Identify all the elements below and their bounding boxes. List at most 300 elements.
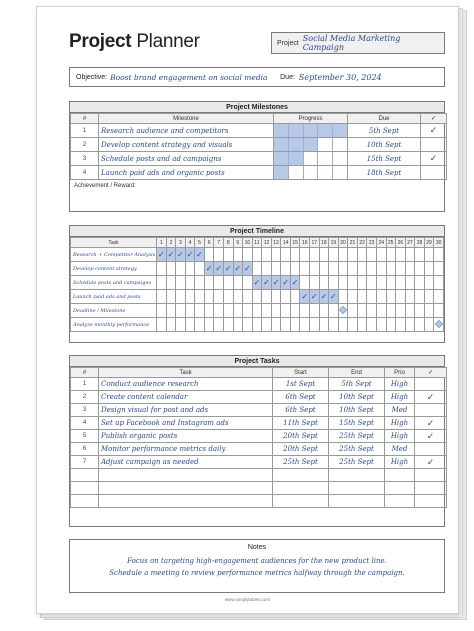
gantt-bar-cell: ✓ [204, 262, 214, 276]
progress-segment-filled [289, 124, 304, 137]
task-prio: High [385, 378, 415, 391]
timeline-day: 17 [311, 239, 318, 246]
objective-box[interactable] [69, 67, 445, 87]
gantt-cell [166, 304, 176, 318]
timeline-day: 20 [340, 239, 346, 246]
gantt-cell [376, 290, 386, 304]
task-cell-empty[interactable] [273, 495, 329, 508]
timeline-day: 11 [252, 238, 262, 248]
gantt-cell [281, 304, 291, 318]
gantt-cell [166, 318, 176, 332]
gantt-cell [252, 262, 262, 276]
gantt-cell [290, 290, 300, 304]
gantt-cell [271, 290, 281, 304]
gantt-cell [415, 318, 425, 332]
task-name[interactable]: Set up Facebook and Instagram ads [99, 417, 273, 430]
footer-url: www.simplytables.com [224, 597, 271, 602]
title-light: Planner [136, 31, 200, 52]
timeline-row [71, 290, 444, 304]
milestone-check[interactable]: ✓ [421, 124, 447, 138]
task-prio: Med [385, 404, 415, 417]
progress-segment-filled [274, 166, 289, 179]
task-cell-empty[interactable] [385, 482, 415, 495]
progress-segment-filled [304, 138, 319, 151]
gantt-cell [271, 318, 281, 332]
gantt-cell [415, 248, 425, 262]
milestone-num: 2 [71, 138, 99, 152]
progress-segment-filled [289, 152, 304, 165]
task-row [71, 378, 447, 391]
gantt-cell [243, 276, 253, 290]
tasks-header-row [71, 368, 447, 378]
gantt-cell [204, 248, 214, 262]
col-done: ✓ [415, 368, 447, 378]
gantt-cell [195, 318, 205, 332]
task-row [71, 417, 447, 430]
task-start: 6th Sept [273, 391, 329, 404]
milestone-check[interactable] [421, 166, 447, 180]
task-check[interactable] [415, 443, 447, 456]
page-title [69, 31, 200, 53]
timeline-day: 28 [416, 239, 423, 246]
milestone-diamond-icon [339, 305, 347, 313]
gantt-cell [157, 318, 167, 332]
gantt-cell [223, 304, 233, 318]
gantt-cell [348, 276, 358, 290]
gantt-cell [424, 262, 434, 276]
milestone-num: 1 [71, 124, 99, 138]
timeline-row [71, 276, 444, 290]
timeline-day: 19 [330, 239, 337, 246]
gantt-cell [310, 262, 320, 276]
gantt-cell [329, 318, 339, 332]
gantt-cell [252, 304, 262, 318]
gantt-cell [252, 290, 262, 304]
timeline-row [71, 304, 444, 318]
gantt-cell [386, 262, 396, 276]
milestone-num: 3 [71, 152, 99, 166]
task-check[interactable]: ✓ [415, 417, 447, 430]
task-num: 3 [71, 404, 99, 417]
gantt-cell [338, 262, 348, 276]
task-start: 20th Sept [273, 443, 329, 456]
tasks-section [69, 355, 445, 527]
timeline-day: 7 [214, 238, 224, 248]
task-end: 25th Sept [329, 430, 385, 443]
gantt-bar-cell: ✓ [319, 290, 329, 304]
task-cell-empty[interactable] [329, 482, 385, 495]
gantt-cell [319, 262, 329, 276]
gantt-cell [348, 248, 358, 262]
task-end: 15th Sept [329, 417, 385, 430]
task-num: 6 [71, 443, 99, 456]
progress-segment-filled [274, 138, 289, 151]
gantt-cell [233, 318, 243, 332]
task-prio: High [385, 430, 415, 443]
gantt-cell [157, 304, 167, 318]
milestone-name[interactable]: Schedule posts and ad campaigns [99, 152, 274, 166]
gantt-cell [281, 262, 291, 276]
task-cell-empty[interactable] [71, 495, 99, 508]
milestone-name[interactable]: Develop content strategy and visuals [99, 138, 274, 152]
timeline-task-name[interactable]: Deadline / Milestone [71, 304, 157, 318]
timeline-task-name[interactable]: Launch paid ads and posts [71, 290, 157, 304]
gantt-cell [166, 276, 176, 290]
timeline-day: 21 [349, 239, 356, 246]
gantt-cell [185, 318, 195, 332]
milestone-row [71, 124, 447, 138]
notes-section[interactable] [69, 539, 445, 593]
gantt-cell [204, 304, 214, 318]
gantt-cell [157, 276, 167, 290]
milestone-progress [274, 166, 348, 180]
gantt-cell [367, 276, 377, 290]
gantt-cell [338, 304, 348, 318]
task-check[interactable] [415, 404, 447, 417]
milestone-name[interactable]: Research audience and competitors [99, 124, 274, 138]
gantt-cell [424, 276, 434, 290]
due-value: September 30, 2024 [298, 72, 382, 82]
gantt-cell [195, 290, 205, 304]
gantt-bar-cell: ✓ [252, 276, 262, 290]
task-num: 5 [71, 430, 99, 443]
gantt-cell [204, 290, 214, 304]
gantt-cell [185, 262, 195, 276]
gantt-cell [367, 248, 377, 262]
task-cell-empty[interactable] [99, 469, 273, 482]
notes-line-1: Focus on targeting high-engagement audiences for the new product line. [127, 557, 387, 565]
task-prio: High [385, 391, 415, 404]
task-name[interactable]: Adjust campaign as needed [99, 456, 273, 469]
gantt-cell [434, 304, 444, 318]
task-prio: Med [385, 443, 415, 456]
gantt-cell [233, 248, 243, 262]
task-num: 4 [71, 417, 99, 430]
gantt-cell [223, 290, 233, 304]
gantt-cell [262, 290, 272, 304]
gantt-cell [214, 304, 224, 318]
progress-segment-empty [318, 166, 333, 179]
col-progress: Progress [274, 114, 348, 124]
gantt-cell [386, 318, 396, 332]
timeline-day: 22 [359, 239, 365, 246]
gantt-cell [233, 276, 243, 290]
gantt-cell [310, 248, 320, 262]
gantt-cell [376, 248, 386, 262]
gantt-cell [176, 262, 186, 276]
gantt-cell [405, 276, 415, 290]
milestone-check[interactable]: ✓ [421, 152, 447, 166]
gantt-cell [424, 304, 434, 318]
task-cell-empty[interactable] [99, 482, 273, 495]
gantt-cell [357, 304, 367, 318]
gantt-cell [243, 248, 253, 262]
gantt-cell [310, 304, 320, 318]
progress-segment-filled [274, 152, 289, 165]
progress-segment-filled [304, 124, 319, 137]
task-num: 7 [71, 456, 99, 469]
task-start: 20th Sept [273, 430, 329, 443]
tasks-title: Project Tasks [70, 356, 444, 367]
timeline-task-name[interactable]: Develop content strategy [71, 262, 157, 276]
gantt-cell [396, 290, 406, 304]
progress-segment-empty [304, 152, 319, 165]
gantt-bar-cell: ✓ [166, 248, 176, 262]
gantt-cell [157, 262, 167, 276]
gantt-cell [376, 276, 386, 290]
timeline-day: 6 [204, 238, 214, 248]
gantt-cell [214, 248, 224, 262]
gantt-cell [357, 290, 367, 304]
gantt-cell [281, 248, 291, 262]
progress-segment-empty [289, 166, 304, 179]
gantt-cell [357, 276, 367, 290]
timeline-day: 10 [244, 239, 251, 246]
gantt-cell [262, 262, 272, 276]
task-name[interactable]: Monitor performance metrics daily [99, 443, 273, 456]
gantt-cell [348, 262, 358, 276]
gantt-cell [223, 276, 233, 290]
gantt-cell [396, 276, 406, 290]
gantt-cell [262, 248, 272, 262]
col-done: ✓ [421, 114, 447, 124]
gantt-cell [195, 304, 205, 318]
task-row [71, 456, 447, 469]
milestone-row [71, 152, 447, 166]
gantt-cell [157, 290, 167, 304]
timeline-day: 26 [397, 239, 404, 246]
task-row [71, 404, 447, 417]
task-cell-empty[interactable] [71, 482, 99, 495]
timeline-day: 9 [233, 238, 243, 248]
gantt-cell [367, 262, 377, 276]
task-end: 25th Sept [329, 456, 385, 469]
task-cell-empty[interactable] [99, 495, 273, 508]
gantt-cell [271, 304, 281, 318]
progress-segment-empty [333, 138, 347, 151]
gantt-cell [176, 318, 186, 332]
gantt-cell [329, 304, 339, 318]
gantt-cell [348, 290, 358, 304]
gantt-cell [204, 276, 214, 290]
task-num: 1 [71, 378, 99, 391]
milestone-name[interactable]: Launch paid ads and organic posts [99, 166, 274, 180]
milestone-row [71, 138, 447, 152]
milestone-row [71, 166, 447, 180]
task-check[interactable]: ✓ [415, 391, 447, 404]
gantt-cell [415, 276, 425, 290]
gantt-cell [424, 248, 434, 262]
gantt-cell [415, 304, 425, 318]
task-cell-empty[interactable] [71, 469, 99, 482]
task-start: 6th Sept [273, 404, 329, 417]
gantt-cell [300, 304, 310, 318]
gantt-cell [214, 276, 224, 290]
gantt-cell [166, 262, 176, 276]
gantt-cell [233, 304, 243, 318]
task-name[interactable]: Publish organic posts [99, 430, 273, 443]
task-cell-empty[interactable] [273, 469, 329, 482]
timeline-day: 18 [321, 239, 327, 246]
gantt-cell [243, 304, 253, 318]
gantt-cell [195, 262, 205, 276]
timeline-day: 30 [434, 238, 444, 248]
gantt-cell [176, 304, 186, 318]
timeline-task-name[interactable]: Schedule posts and campaigns [71, 276, 157, 290]
task-name[interactable]: Conduct audience research [99, 378, 273, 391]
task-check[interactable]: ✓ [415, 430, 447, 443]
gantt-cell [214, 290, 224, 304]
milestone-progress [274, 152, 348, 166]
gantt-bar-cell: ✓ [185, 248, 195, 262]
gantt-cell [376, 262, 386, 276]
gantt-cell [415, 262, 425, 276]
project-label: Project [277, 39, 299, 47]
gantt-bar-cell: ✓ [271, 276, 281, 290]
project-name-box[interactable] [271, 32, 445, 54]
milestones-table [70, 113, 447, 180]
timeline-day: 12 [263, 239, 270, 246]
task-cell-empty[interactable] [415, 469, 447, 482]
gantt-cell [290, 304, 300, 318]
gantt-cell [223, 318, 233, 332]
timeline-task-name[interactable]: Analyze monthly performance [71, 318, 157, 332]
timeline-day: 3 [176, 238, 186, 248]
gantt-cell [300, 276, 310, 290]
gantt-cell [367, 304, 377, 318]
progress-segment-filled [289, 138, 304, 151]
timeline-day: 27 [407, 239, 413, 246]
project-name: Social Media Marketing Campaign [302, 34, 401, 52]
timeline-day: 1 [157, 238, 167, 248]
gantt-cell [300, 262, 310, 276]
gantt-bar-cell: ✓ [290, 276, 300, 290]
timeline-row [71, 248, 444, 262]
gantt-cell [252, 248, 262, 262]
gantt-cell [329, 248, 339, 262]
gantt-cell [376, 304, 386, 318]
milestone-diamond-icon [434, 319, 442, 327]
gantt-cell [338, 318, 348, 332]
gantt-cell [329, 262, 339, 276]
task-end: 25th Sept [329, 443, 385, 456]
milestone-check[interactable] [421, 138, 447, 152]
gantt-cell [348, 304, 358, 318]
objective-label: Objective: [76, 73, 108, 81]
timeline-day: 25 [388, 239, 394, 246]
milestones-header-row [71, 114, 447, 124]
gantt-cell [376, 318, 386, 332]
task-check[interactable]: ✓ [415, 456, 447, 469]
task-cell-empty[interactable] [385, 469, 415, 482]
timeline-task-name[interactable]: Research + Competitor Analysis [71, 248, 157, 262]
task-end: 5th Sept [329, 378, 385, 391]
gantt-cell [357, 248, 367, 262]
gantt-cell [434, 318, 444, 332]
gantt-cell [271, 248, 281, 262]
task-cell-empty[interactable] [415, 495, 447, 508]
gantt-cell [386, 304, 396, 318]
task-cell-empty[interactable] [415, 482, 447, 495]
milestone-num: 4 [71, 166, 99, 180]
gantt-cell [405, 290, 415, 304]
col-task: Task [99, 368, 273, 378]
due-label: Due: [280, 73, 295, 81]
gantt-cell [357, 318, 367, 332]
gantt-cell [338, 276, 348, 290]
task-check[interactable] [415, 378, 447, 391]
gantt-cell [310, 276, 320, 290]
task-cell-empty[interactable] [273, 482, 329, 495]
gantt-cell [319, 304, 329, 318]
col-num: # [71, 114, 99, 124]
gantt-cell [405, 318, 415, 332]
task-name[interactable]: Design visual for post and ads [99, 404, 273, 417]
gantt-cell [204, 318, 214, 332]
col-due: Due [348, 114, 421, 124]
milestones-section [69, 101, 445, 212]
gantt-cell [386, 276, 396, 290]
gantt-cell [243, 290, 253, 304]
gantt-cell [415, 290, 425, 304]
milestone-due: 15th Sept [348, 152, 421, 166]
gantt-cell [405, 304, 415, 318]
col-start: Start [273, 368, 329, 378]
progress-segment-empty [304, 166, 319, 179]
task-end: 10th Sept [329, 391, 385, 404]
gantt-cell [396, 262, 406, 276]
gantt-cell [434, 276, 444, 290]
milestones-title: Project Milestones [70, 102, 444, 113]
gantt-cell [338, 248, 348, 262]
achievement-reward[interactable]: Achievement / Reward: [74, 183, 137, 189]
notes-line-2: Schedule a meeting to review performance metrics halfway through the campaign. [109, 569, 405, 577]
gantt-bar-cell: ✓ [176, 248, 186, 262]
gantt-cell [396, 318, 406, 332]
milestone-due: 18th Sept [348, 166, 421, 180]
progress-bar [274, 152, 347, 165]
planner-page [36, 6, 459, 614]
gantt-bar-cell: ✓ [300, 290, 310, 304]
gantt-cell [281, 290, 291, 304]
gantt-cell [319, 248, 329, 262]
gantt-cell [424, 318, 434, 332]
gantt-cell [262, 304, 272, 318]
progress-bar [274, 138, 347, 151]
task-prio: High [385, 417, 415, 430]
task-start: 25th Sept [273, 456, 329, 469]
task-name[interactable]: Create content calendar [99, 391, 273, 404]
timeline-header-row [71, 238, 444, 248]
gantt-cell [338, 290, 348, 304]
task-cell-empty[interactable] [329, 469, 385, 482]
gantt-cell [176, 276, 186, 290]
gantt-cell [386, 248, 396, 262]
gantt-cell [176, 290, 186, 304]
task-start: 11th Sept [273, 417, 329, 430]
task-cell-empty[interactable] [329, 495, 385, 508]
col-milestone: Milestone [99, 114, 274, 124]
gantt-cell [290, 262, 300, 276]
task-row [71, 430, 447, 443]
timeline-day: 15 [292, 239, 298, 246]
progress-segment-empty [318, 152, 333, 165]
progress-segment-filled [318, 124, 333, 137]
task-cell-empty[interactable] [385, 495, 415, 508]
gantt-cell [195, 276, 205, 290]
gantt-cell [262, 318, 272, 332]
gantt-cell [233, 290, 243, 304]
